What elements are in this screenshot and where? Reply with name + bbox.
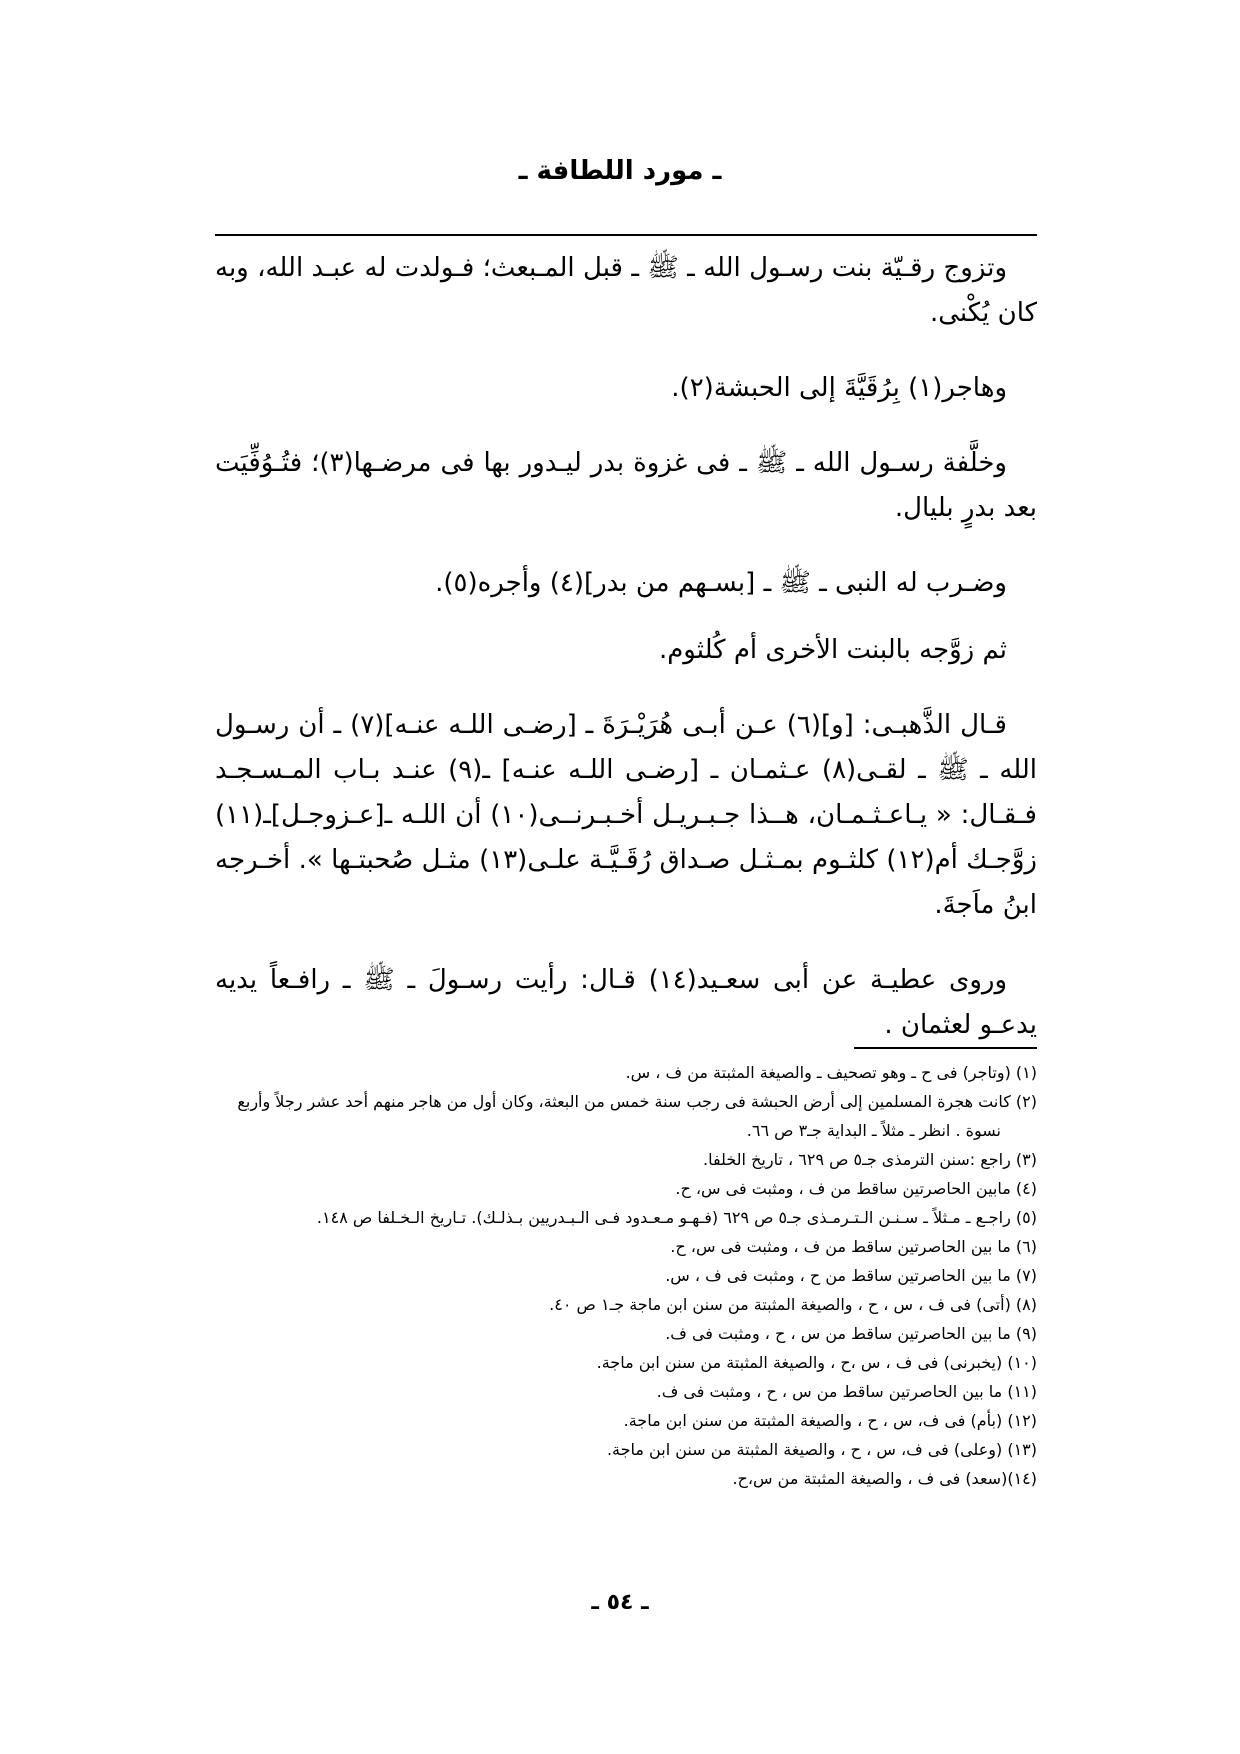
- footnote: (٣) راجع :سنن الترمذى جـ٥ ص ٦٢٩ ، تاريخ الخلفا.: [702, 1150, 1037, 1169]
- footnote: (٢) كانت هجرة المسلمين إلى أرض الحبشة فى رجب سنة خمس من البعثة، وكان أول من هاجر منهم أحد عشر رجلاً وأربع نسوة . انظر ـ مثلاً ـ البداية جـ٣ ص ٦٦.: [237, 1092, 1037, 1140]
- page-number: ـ ٥٤ ـ: [591, 1590, 649, 1615]
- footnote: (١٠) (يخبرنى) فى ف ، س ،ح ، والصيغة المثبتة من سنن ابن ماجة.: [596, 1353, 1037, 1372]
- footnote: (٥) راجـع ـ مـثلاً ـ سـنـن الـتـرمـذى جـ٥ ص ٦٢٩ (فـهـو مـعـدود فـى الـبـدريين بـذلـك). تـاريخ الـخـلفا ص ١٤٨.: [316, 1208, 1037, 1227]
- paragraph: وضـرب له النبى ـ ﷺ ـ [بسـهم من بدر](٤) وأجره(٥).: [435, 568, 1007, 598]
- footnote: (١٣) (وعلى) فى ف، س ، ح ، والصيغة المثبتة من سنن ابن ماجة.: [606, 1440, 1037, 1459]
- header-divider: [215, 234, 1037, 236]
- footnote: (٩) ما بين الحاصرتين ساقط من س ، ح ، ومثبت فى ف.: [665, 1324, 1037, 1343]
- running-header: ـ مورد اللطافة ـ: [518, 156, 722, 186]
- main-text: [215, 246, 1037, 1078]
- paragraph: وهاجر(١) بِرُقَيَّةَ إلى الحبشة(٢).: [671, 373, 1007, 403]
- footnote: (١٤)(سعد) فى ف ، والصيغة المثبتة من س،ح.: [732, 1469, 1037, 1488]
- footnote: (٦) ما بين الحاصرتين ساقط من ف ، ومثبت فى س، ح.: [670, 1237, 1037, 1256]
- paragraph: وتزوج رقـيّة بنت رسـول الله ـ ﷺ ـ قبل المـبعث؛ فـولدت له عبـد الله، وبه كان يُكْنى.: [215, 253, 1037, 328]
- paragraph: ثم زوَّجه بالبنت الأخرى أم كُلثوم.: [658, 635, 1007, 665]
- footnote: (٨) (أتى) فى ف ، س ، ح ، والصيغة المثبتة من سنن ابن ماجة جـ١ ص ٤٠.: [549, 1295, 1037, 1314]
- footnote: (٤) مابين الحاصرتين ساقط من ف ، ومثبت فى س، ح.: [675, 1179, 1037, 1198]
- footnote: (٧) ما بين الحاصرتين ساقط من ح ، ومثبت فى ف ، س.: [665, 1266, 1037, 1285]
- paragraph: قـال الذَّهبـى: [و](٦) عـن أبـى هُرَيْـرَةَ ـ [رضـى اللـه عنـه](٧) ـ أن رسـول الله ـ ﷺ ـ لقـى(٨) عـثمـان ـ [رضـى اللـه عنـه] ـ(٩) عنـد بـاب المـسـجـد فـقـال: « يـاعـثـمـان، هــذا جـبـريـل أخـبـرنــى(١٠) أن اللـه ـ[عـزوجـل]ـ(١١) زوَّجـك أم(١٢) كلثـوم بمـثـل صـداق رُقَـيَّـة علـى(١٣) مثـل صُحبتـها ». أخـرجه ابنُ ماَجةَ.: [215, 710, 1038, 920]
- footnote: (١٢) (بأم) فى ف، س ، ح ، والصيغة المثبتة من سنن ابن ماجة.: [623, 1411, 1037, 1430]
- footnote: (١١) ما بين الحاصرتين ساقط من س ، ح ، ومثبت فى ف.: [656, 1382, 1037, 1401]
- footnote-divider: [854, 1047, 1037, 1049]
- footnotes: [215, 1058, 1037, 1493]
- paragraph: وروى عطيـة عن أبى سعـيد(١٤) قـال: رأيت رسـولَ ـ ﷺ ـ رافـعاً يديه يدعـو لعثمان .: [215, 965, 1037, 1040]
- paragraph: وخلَّفة رسـول الله ـ ﷺ ـ فى غزوة بدر ليـدور بها فى مرضـها(٣)؛ فتُـوُفِّيَت بعد بدرٍ بليال.: [215, 448, 1037, 523]
- footnote: (١) (وتاجر) فى ح ـ وهو تصحيف ـ والصيغة المثبتة من ف ، س.: [625, 1063, 1037, 1082]
